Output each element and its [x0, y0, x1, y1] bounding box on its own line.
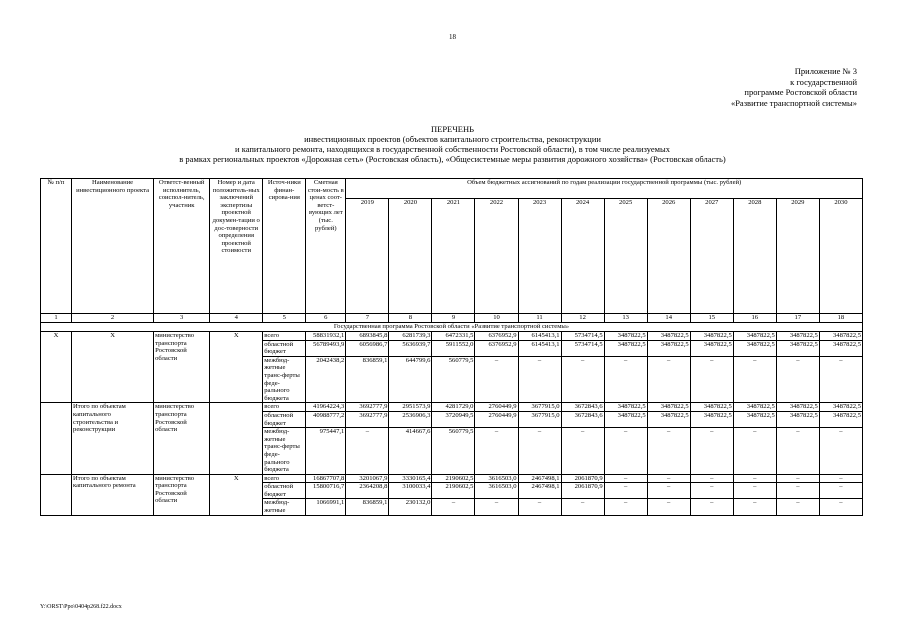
cell-value: 2061870,9 [561, 483, 604, 499]
cell-value: 5734714,5 [561, 340, 604, 356]
cell-value: – [733, 483, 776, 499]
row-cost: 1066991,1 [306, 499, 346, 515]
col-number: 15 [690, 314, 733, 323]
cell-value: – [647, 483, 690, 499]
row-cost: 16867707,8 [306, 474, 346, 483]
projects-table [40, 178, 863, 516]
row-source: всего [263, 332, 306, 341]
cell-value: 3677915,0 [518, 403, 561, 412]
row-cost: 56789493,9 [306, 340, 346, 356]
appendix-line: к государственной [790, 76, 857, 87]
cell-value: – [604, 499, 647, 515]
col-number: 10 [475, 314, 518, 323]
row-name: Итого по объектам капитального строительства и реконструкции [72, 403, 154, 474]
cell-value: – [518, 356, 561, 403]
appendix-line: программе Ростовской области [744, 87, 857, 97]
cell-value: 3692777,9 [346, 411, 389, 427]
header-year: 2027 [690, 199, 733, 314]
cell-value: 2536906,3 [389, 411, 432, 427]
cell-value: 836859,1 [346, 499, 389, 515]
col-number: 9 [432, 314, 475, 323]
cell-value: – [690, 356, 733, 403]
cell-value: 6145413,1 [518, 340, 561, 356]
cell-value: 644799,6 [389, 356, 432, 403]
cell-value: 3487822,5 [819, 340, 862, 356]
cell-value: – [647, 474, 690, 483]
header-num: № п/п [41, 179, 72, 314]
cell-value: 2061870,9 [561, 474, 604, 483]
header-year: 2030 [819, 199, 862, 314]
cell-value: 6056986,7 [346, 340, 389, 356]
cell-value: 3487822,5 [604, 332, 647, 341]
cell-value: 2190602,5 [432, 483, 475, 499]
cell-value: – [604, 356, 647, 403]
cell-value: – [819, 428, 862, 475]
cell-value: 5734714,5 [561, 332, 604, 341]
row-source: межбюд-жетные [263, 499, 306, 515]
cell-value: 6145413,1 [518, 332, 561, 341]
cell-value: 6893845,8 [346, 332, 389, 341]
table-row [41, 332, 863, 341]
row-cost: 15800716,7 [306, 483, 346, 499]
program-title: Государственная программа Ростовской области «Развитие транспортной системы» [41, 323, 863, 332]
program-row [41, 323, 863, 332]
cell-value: – [475, 428, 518, 475]
cell-value: 5636939,7 [389, 340, 432, 356]
header-year: 2025 [604, 199, 647, 314]
header-year: 2029 [776, 199, 819, 314]
row-name: Х [72, 332, 154, 403]
header-budget-group: Объем бюджетных ассигнований по годам реализации государственной программы (тыс. рублей) [346, 179, 863, 199]
cell-value: – [776, 474, 819, 483]
appendix-header [637, 66, 857, 108]
cell-value: 3672843,6 [561, 411, 604, 427]
row-source: областной бюджет [263, 483, 306, 499]
cell-value: 5911552,0 [432, 340, 475, 356]
cell-value: 836859,1 [346, 356, 389, 403]
cell-value: 3616503,0 [475, 474, 518, 483]
cell-value: – [733, 428, 776, 475]
col-number: 12 [561, 314, 604, 323]
column-numbers-row [41, 314, 863, 323]
appendix-line: «Развитие транспортной системы» [730, 97, 857, 108]
cell-value: 2364208,8 [346, 483, 389, 499]
cell-value: – [432, 499, 475, 515]
cell-value: – [819, 499, 862, 515]
title-line: ПЕРЕЧЕНЬ [431, 124, 474, 134]
cell-value: – [733, 474, 776, 483]
cell-value: 3487822,5 [733, 411, 776, 427]
row-cost: 58831932,1 [306, 332, 346, 341]
cell-value: – [561, 499, 604, 515]
cell-value: 3616503,0 [475, 483, 518, 499]
cell-value: 3487822,5 [733, 332, 776, 341]
col-number: 13 [604, 314, 647, 323]
cell-value: 3487822,5 [604, 403, 647, 412]
header-year: 2020 [389, 199, 432, 314]
cell-value: 3487822,5 [776, 411, 819, 427]
cell-value: – [518, 499, 561, 515]
cell-value: 3487822,5 [604, 411, 647, 427]
cell-value: – [776, 483, 819, 499]
row-source: всего [263, 403, 306, 412]
cell-value: – [561, 428, 604, 475]
col-number: 2 [72, 314, 154, 323]
col-number: 4 [210, 314, 263, 323]
cell-value: 2467498,1 [518, 474, 561, 483]
row-name: Итого по объектам капитального ремонта [72, 474, 154, 515]
header-name: Наименование инвестиционного проекта [72, 179, 154, 314]
cell-value: – [776, 428, 819, 475]
cell-value: 3100033,4 [389, 483, 432, 499]
cell-value: 560779,5 [432, 356, 475, 403]
row-cost: 41964224,3 [306, 403, 346, 412]
page-number: 18 [449, 33, 456, 41]
cell-value: – [690, 483, 733, 499]
cell-value: – [346, 428, 389, 475]
appendix-line: Приложение № 3 [794, 66, 857, 76]
col-number: 16 [733, 314, 776, 323]
cell-value: 6376952,9 [475, 340, 518, 356]
col-number: 11 [518, 314, 561, 323]
header-year: 2024 [561, 199, 604, 314]
cell-value: – [733, 356, 776, 403]
cell-value: 3487822,5 [776, 332, 819, 341]
cell-value: – [475, 356, 518, 403]
cell-value: 3487822,5 [647, 403, 690, 412]
cell-value: 3201067,9 [346, 474, 389, 483]
cell-value: 3720949,5 [432, 411, 475, 427]
cell-value: 2760449,9 [475, 403, 518, 412]
cell-value: 3672843,6 [561, 403, 604, 412]
row-num [41, 403, 72, 474]
row-executor: министерство транспорта Ростовской области [154, 474, 210, 515]
cell-value: 3487822,5 [819, 332, 862, 341]
col-number: 14 [647, 314, 690, 323]
row-num: Х [41, 332, 72, 403]
cell-value: 560779,5 [432, 428, 475, 475]
cell-value: 3487822,5 [819, 403, 862, 412]
cell-value: 3677915,0 [518, 411, 561, 427]
row-source: межбюд-жетные транс-ферты феде-рального бюджета [263, 428, 306, 475]
header-conclusion: Номер и дата положитель-ных заключений экспертизы проектной докумен-тации о дос-товерности определения проектной стоимости [210, 179, 263, 314]
col-number: 7 [346, 314, 389, 323]
header-year: 2022 [475, 199, 518, 314]
cell-value: – [690, 499, 733, 515]
col-number: 8 [389, 314, 432, 323]
cell-value: – [819, 483, 862, 499]
header-cost: Сметная стои-мость в ценах соот-ветст-вующих лет (тыс. рублей) [306, 179, 346, 314]
cell-value: 3330165,4 [389, 474, 432, 483]
cell-value: 2467498,1 [518, 483, 561, 499]
col-number: 18 [819, 314, 862, 323]
cell-value: 6376952,9 [475, 332, 518, 341]
cell-value: 4281729,0 [432, 403, 475, 412]
table-row [41, 403, 863, 412]
cell-value: – [475, 499, 518, 515]
title-line: инвестиционных проектов (объектов капитального строительства, реконструкции [304, 134, 601, 144]
cell-value: 3487822,5 [733, 403, 776, 412]
file-path-footer: Y:\ORST\Ppo\0404p268.f22.docx [40, 604, 122, 610]
cell-value: 3487822,5 [733, 340, 776, 356]
cell-value: 3487822,5 [776, 403, 819, 412]
cell-value: – [647, 356, 690, 403]
header-executor: Ответст-венный исполнитель, соиспол-нитель, участник [154, 179, 210, 314]
cell-value: 3487822,5 [647, 411, 690, 427]
title-line: в рамках региональных проектов «Дорожная сеть» (Ростовская область), «Общесистемные меры развития дорожного хозяйства» (Ростовская область) [179, 154, 726, 164]
col-number: 1 [41, 314, 72, 323]
cell-value: – [647, 428, 690, 475]
row-conclusion [210, 403, 263, 474]
row-conclusion: Х [210, 474, 263, 515]
row-cost: 975447,1 [306, 428, 346, 475]
row-source: областной бюджет [263, 411, 306, 427]
col-number: 6 [306, 314, 346, 323]
cell-value: – [604, 483, 647, 499]
row-executor: министерство транспорта Ростовской области [154, 332, 210, 403]
row-executor: министерство транспорта Ростовской области [154, 403, 210, 474]
row-cost: 2042438,2 [306, 356, 346, 403]
cell-value: – [604, 474, 647, 483]
col-number: 17 [776, 314, 819, 323]
cell-value: 3487822,5 [647, 332, 690, 341]
col-number: 3 [154, 314, 210, 323]
col-number: 5 [263, 314, 306, 323]
cell-value: 3487822,5 [776, 340, 819, 356]
cell-value: 3487822,5 [647, 340, 690, 356]
cell-value: 6281739,3 [389, 332, 432, 341]
cell-value: 414667,6 [389, 428, 432, 475]
header-year: 2021 [432, 199, 475, 314]
row-cost: 40988777,2 [306, 411, 346, 427]
cell-value: – [604, 428, 647, 475]
cell-value: 230132,0 [389, 499, 432, 515]
row-conclusion: Х [210, 332, 263, 403]
header-year: 2019 [346, 199, 389, 314]
cell-value: 2951573,9 [389, 403, 432, 412]
cell-value: – [690, 428, 733, 475]
title-line: и капитального ремонта, находящихся в государственной собственности Ростовской области), в том числе реализуемых [235, 144, 670, 154]
cell-value: 2190602,5 [432, 474, 475, 483]
cell-value: 3487822,5 [690, 403, 733, 412]
row-source: всего [263, 474, 306, 483]
row-source: областной бюджет [263, 340, 306, 356]
cell-value: – [733, 499, 776, 515]
cell-value: – [819, 356, 862, 403]
header-year: 2026 [647, 199, 690, 314]
cell-value: 2760449,9 [475, 411, 518, 427]
row-num [41, 474, 72, 515]
document-title [0, 124, 905, 164]
row-source: межбюд-жетные транс-ферты феде-рального бюджета [263, 356, 306, 403]
cell-value: – [647, 499, 690, 515]
cell-value: – [561, 356, 604, 403]
cell-value: 3487822,5 [604, 340, 647, 356]
cell-value: – [819, 474, 862, 483]
cell-value: 3487822,5 [690, 411, 733, 427]
cell-value: – [776, 356, 819, 403]
table-row [41, 474, 863, 483]
cell-value: 3487822,5 [819, 411, 862, 427]
cell-value: – [518, 428, 561, 475]
header-source: Источ-ники финан-сирова-ния [263, 179, 306, 314]
cell-value: 3487822,5 [690, 332, 733, 341]
cell-value: – [690, 474, 733, 483]
cell-value: 3692777,9 [346, 403, 389, 412]
cell-value: 3487822,5 [690, 340, 733, 356]
cell-value: 6472331,5 [432, 332, 475, 341]
cell-value: – [776, 499, 819, 515]
header-year: 2028 [733, 199, 776, 314]
header-year: 2023 [518, 199, 561, 314]
